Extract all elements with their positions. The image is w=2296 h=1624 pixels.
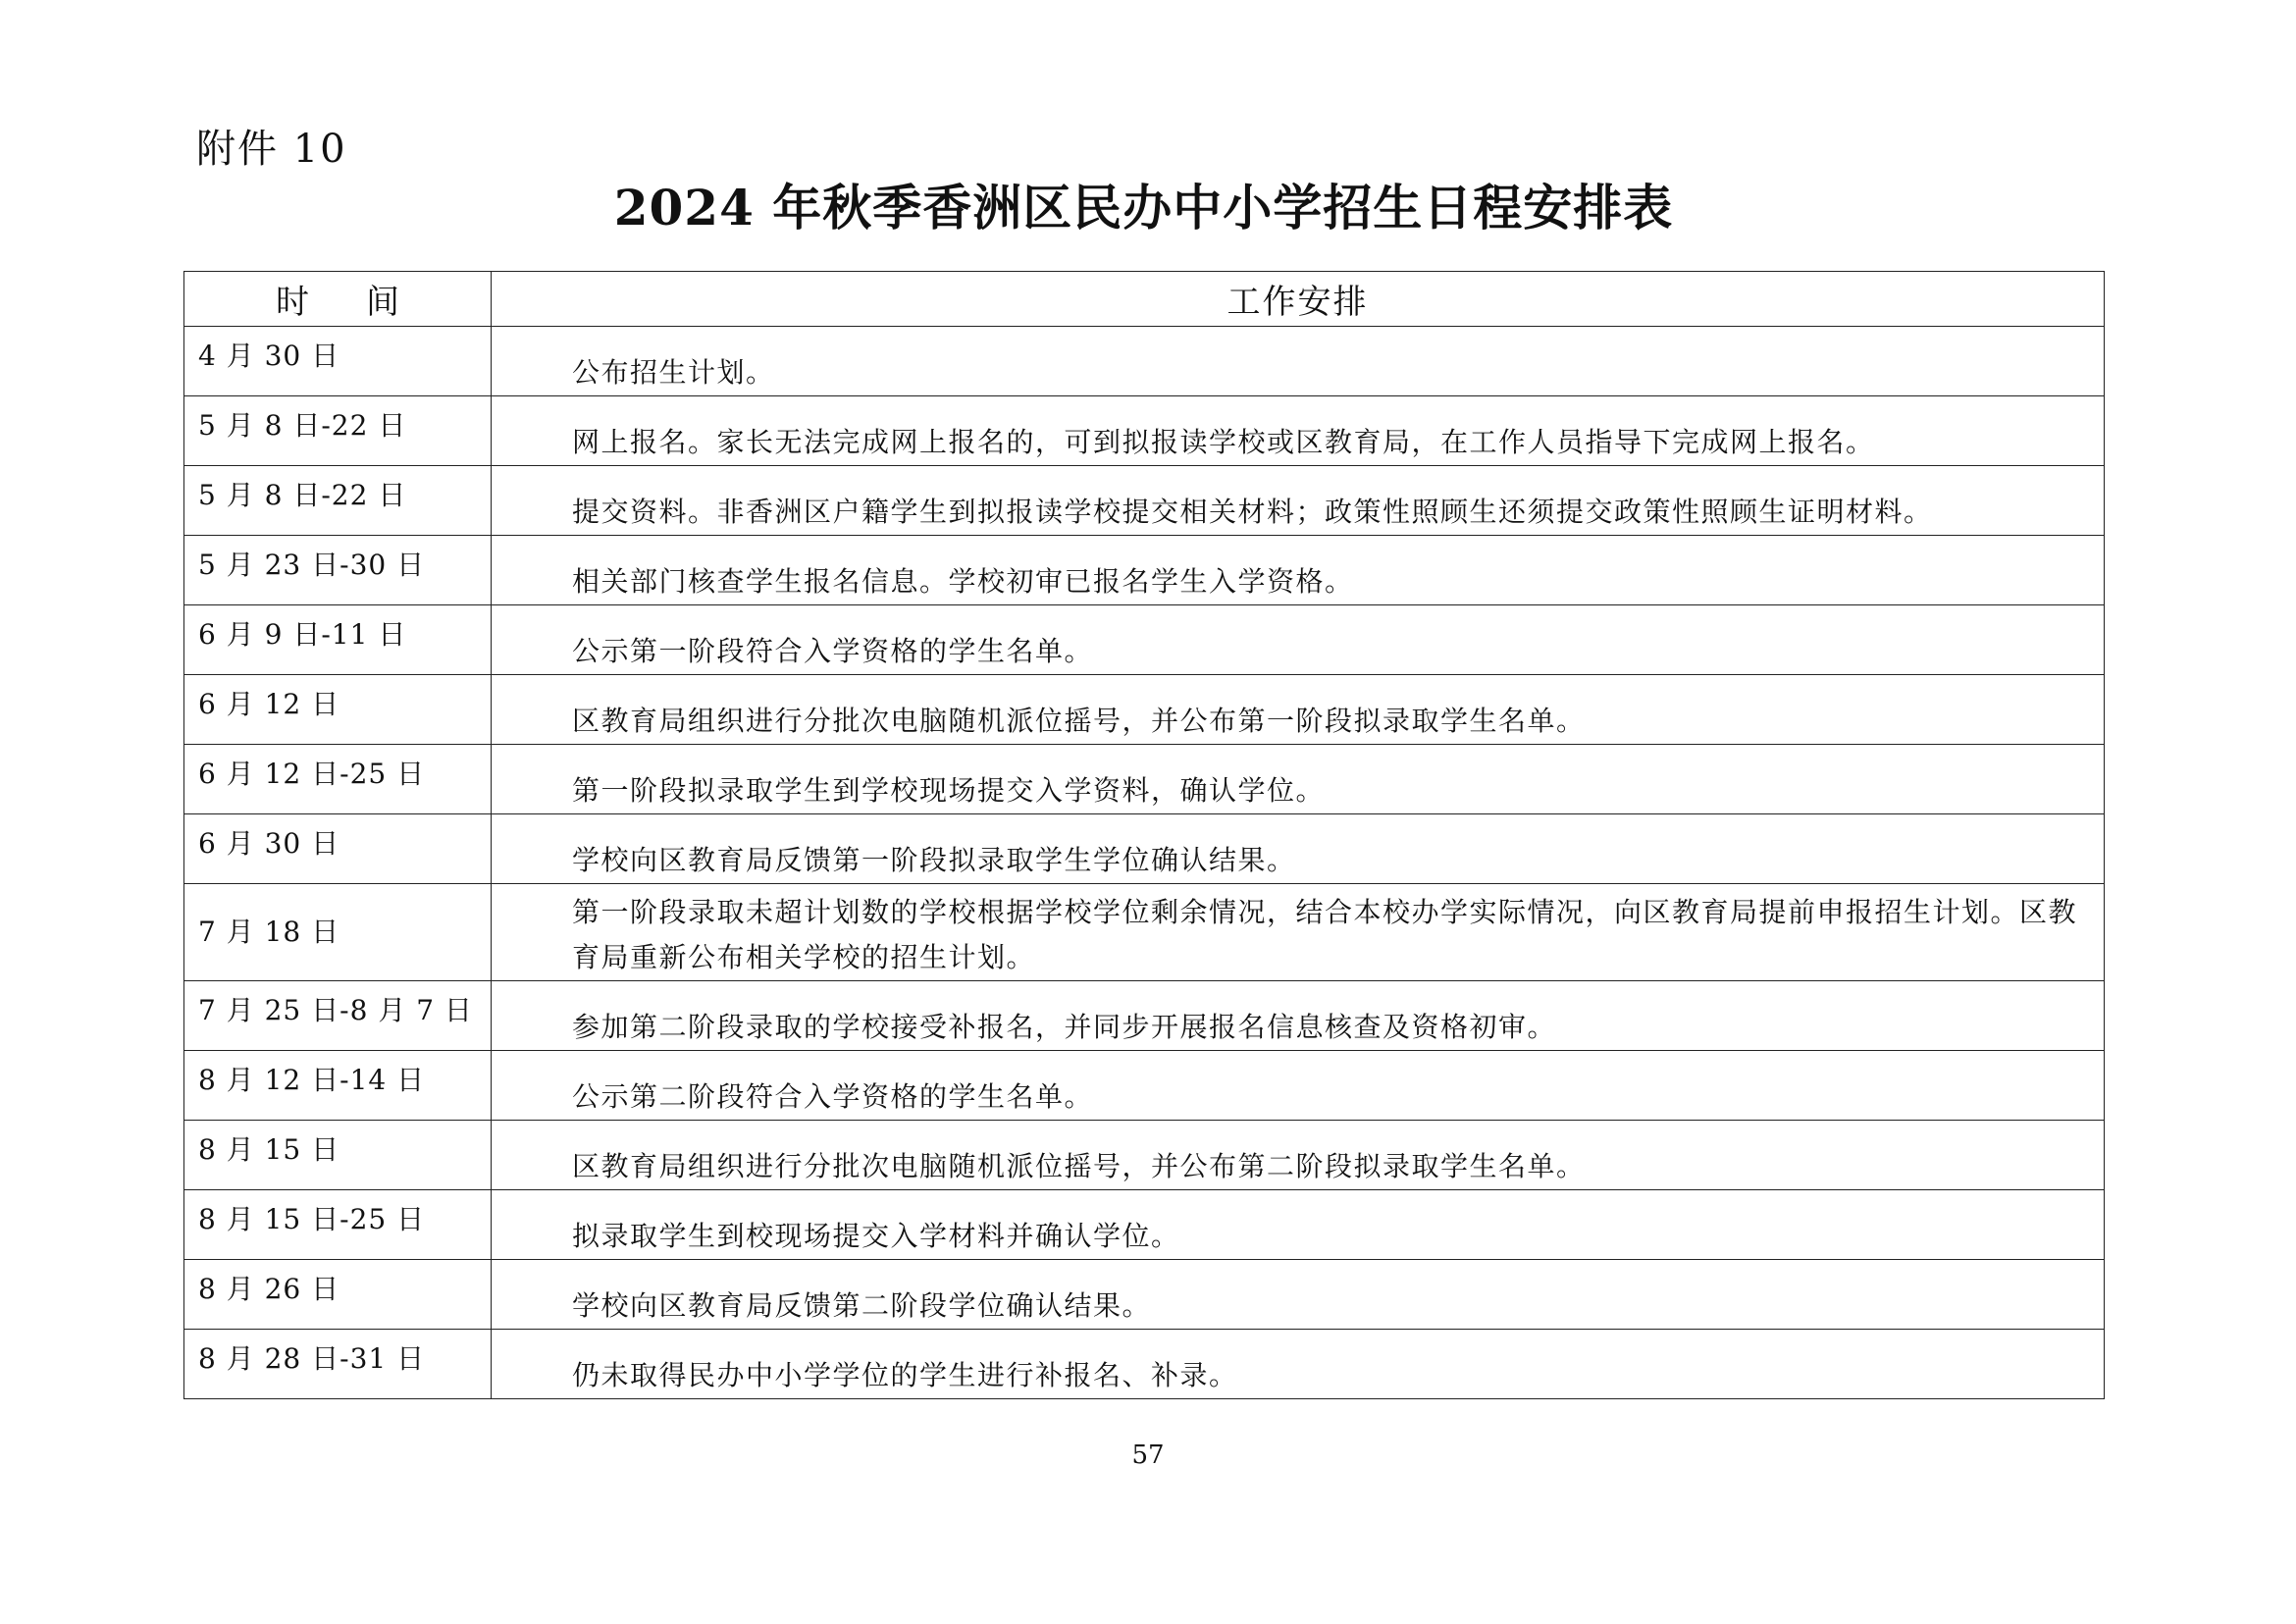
- row-time: 4 月 30 日: [184, 327, 492, 396]
- row-task: 网上报名。家长无法完成网上报名的，可到拟报读学校或区教育局，在工作人员指导下完成网上报名。: [492, 396, 2105, 466]
- row-task: 公布招生计划。: [492, 327, 2105, 396]
- table-row: [184, 1121, 2105, 1190]
- row-time: 8 月 28 日-31 日: [184, 1330, 492, 1399]
- row-task: 区教育局组织进行分批次电脑随机派位摇号，并公布第二阶段拟录取学生名单。: [492, 1121, 2105, 1190]
- row-task: 区教育局组织进行分批次电脑随机派位摇号，并公布第一阶段拟录取学生名单。: [492, 675, 2105, 745]
- row-time: 6 月 9 日-11 日: [184, 605, 492, 675]
- table-header-row: [184, 272, 2105, 327]
- row-task: 拟录取学生到校现场提交入学材料并确认学位。: [492, 1190, 2105, 1260]
- table-row: [184, 1260, 2105, 1330]
- row-time: 8 月 15 日: [184, 1121, 492, 1190]
- schedule-table: [183, 271, 2105, 1399]
- row-time: 7 月 25 日-8 月 7 日: [184, 981, 492, 1051]
- table-row: [184, 981, 2105, 1051]
- table-row: [184, 1190, 2105, 1260]
- table-row: [184, 675, 2105, 745]
- row-time: 6 月 12 日-25 日: [184, 745, 492, 814]
- row-task: 学校向区教育局反馈第二阶段学位确认结果。: [492, 1260, 2105, 1330]
- header-task: 工作安排: [492, 272, 2105, 327]
- row-time: 6 月 12 日: [184, 675, 492, 745]
- row-time: 5 月 8 日-22 日: [184, 466, 492, 536]
- row-task: 第一阶段拟录取学生到学校现场提交入学资料，确认学位。: [492, 745, 2105, 814]
- table-row: [184, 536, 2105, 605]
- row-task: 公示第一阶段符合入学资格的学生名单。: [492, 605, 2105, 675]
- table-row: [184, 1051, 2105, 1121]
- row-task: 仍未取得民办中小学学位的学生进行补报名、补录。: [492, 1330, 2105, 1399]
- table-row: [184, 745, 2105, 814]
- row-task: 公示第二阶段符合入学资格的学生名单。: [492, 1051, 2105, 1121]
- row-task: 相关部门核查学生报名信息。学校初审已报名学生入学资格。: [492, 536, 2105, 605]
- row-time: 8 月 26 日: [184, 1260, 492, 1330]
- table-row: [184, 814, 2105, 884]
- page-number: 57: [1131, 1441, 1165, 1470]
- row-time: 7 月 18 日: [184, 884, 492, 981]
- row-task: 参加第二阶段录取的学校接受补报名，并同步开展报名信息核查及资格初审。: [492, 981, 2105, 1051]
- attachment-label: 附件 10: [196, 127, 347, 172]
- row-time: 8 月 12 日-14 日: [184, 1051, 492, 1121]
- row-time: 5 月 23 日-30 日: [184, 536, 492, 605]
- table-row: [184, 466, 2105, 536]
- table-row: [184, 1330, 2105, 1399]
- row-time: 6 月 30 日: [184, 814, 492, 884]
- row-task: 学校向区教育局反馈第一阶段拟录取学生学位确认结果。: [492, 814, 2105, 884]
- page-title: 2024 年秋季香洲区民办中小学招生日程安排表: [613, 179, 1674, 236]
- row-task: 第一阶段录取未超计划数的学校根据学校学位剩余情况，结合本校办学实际情况，向区教育局提前申报招生计划。区教育局重新公布相关学校的招生计划。: [492, 884, 2105, 981]
- header-time: 时间: [184, 272, 492, 327]
- table-row: [184, 605, 2105, 675]
- row-task: 提交资料。非香洲区户籍学生到拟报读学校提交相关材料；政策性照顾生还须提交政策性照顾生证明材料。: [492, 466, 2105, 536]
- table-row: [184, 327, 2105, 396]
- row-time: 8 月 15 日-25 日: [184, 1190, 492, 1260]
- table-row: [184, 884, 2105, 981]
- table-row: [184, 396, 2105, 466]
- row-time: 5 月 8 日-22 日: [184, 396, 492, 466]
